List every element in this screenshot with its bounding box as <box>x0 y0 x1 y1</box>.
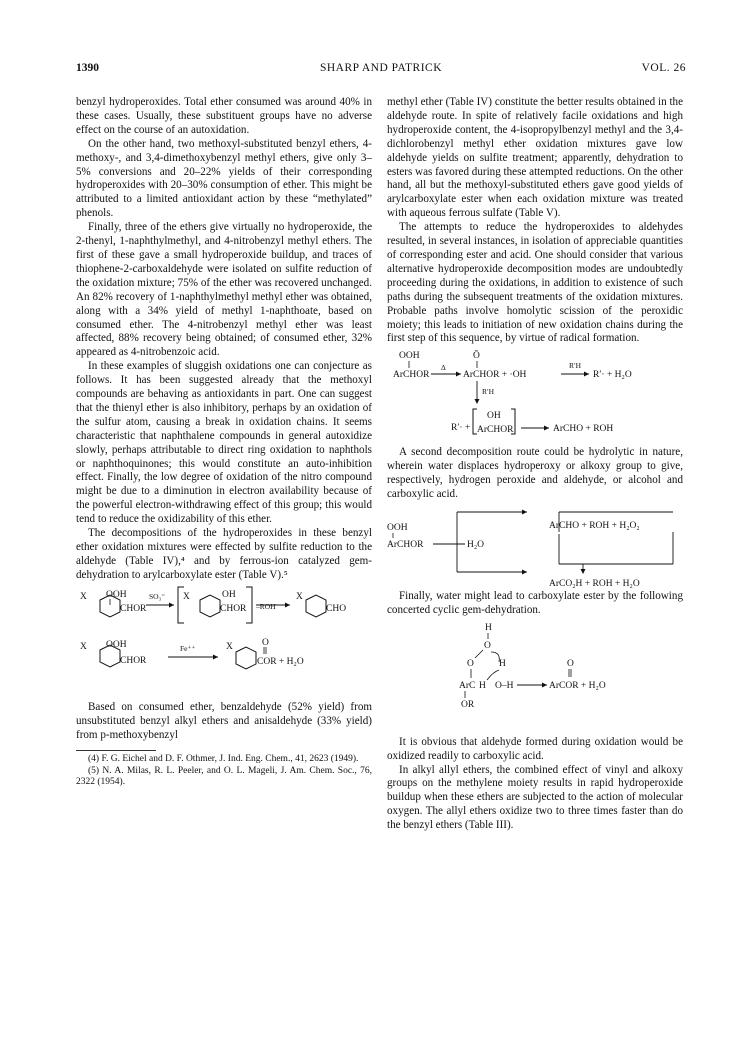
radical-product: R′· + H₂O <box>593 370 632 381</box>
oxygen-label: O <box>484 640 491 651</box>
paragraph: Finally, water might lead to carboxylate ester by the following concerted cyclic gem-dehydration. <box>387 589 683 616</box>
oxygen-label: O <box>467 658 474 669</box>
archor-label: ArCHOR <box>393 370 430 381</box>
alkoxy-label: OR <box>461 699 475 710</box>
hydrolysis-product-1: ArCHO + ROH + H₂O₂ <box>549 520 640 531</box>
paragraph: On the other hand, two methoxyl-substituted benzyl ethers, 4-methoxy-, and 3,4-dimethoxybenzyl methyl ethers, give only 3–5% conversions and 20–22% yields of their corresponding hydroperoxides with 20–30% consumption of ether. This might be attributed to a limited antioxidant action by these “methylated” phenols. <box>76 137 372 220</box>
hydrogen-label: H <box>485 622 492 633</box>
aldehyde-label: CHO <box>326 603 347 614</box>
rh-label: R′H <box>482 387 495 397</box>
heat-label: Δ <box>441 363 446 373</box>
chor-label: CHOR <box>120 655 147 666</box>
benzene-ring <box>236 647 256 669</box>
paragraph: It is obvious that aldehyde formed during oxidation would be oxidized readily to carboxylic acid. <box>387 735 683 762</box>
paragraph: methyl ether (Table IV) constitute the better results obtained in the aldehyde route. In spite of relatively facile oxidations and high hydroperoxide content, the 4-isopropylbenzyl methyl and the 3,4-dichlorobenzyl methyl ether oxidation mixtures gave low aldehyde yields on sulfite treatment; apparently, dehydration to esters was favored during these attempted reductions. On the other hand, all but the methoxyl-substituted ethers gave good yields of arylcarboxylate ester when each oxidation mixture was treated with aqueous ferrous sulfate (Table V). <box>387 96 683 220</box>
hydroxyl-label: O–H <box>495 680 514 691</box>
hydroperoxy-label: OOH <box>106 639 127 650</box>
carbonyl-oxygen: O <box>567 658 574 669</box>
cyclic-dehydration-scheme <box>387 618 683 736</box>
paragraph: The decompositions of the hydroperoxides in these benzyl ether oxidation mixtures were effected by sulfite reduction to the aldehyde (Table IV),⁴ and by ferrous-ion catalyzed gem-dehydration to arylcarboxylate ester (Table V).⁵ <box>76 527 372 581</box>
footnote-rule <box>76 750 156 751</box>
elimination-label: –ROH⁻ <box>256 601 280 611</box>
sulfite-reduction-scheme <box>76 583 372 701</box>
paragraph: Finally, three of the ethers give virtually no hydroperoxide, the 2-thenyl, 1-naphthylmethyl, and 4-nitrobenzyl methyl ethers. The first of these gave a small hydroperoxide buildup, and traces of thiophene-2-carboxaldehyde were isolated on sulfite reduction of the oxidation mixture; 75% of the ether was recovered unchanged. An 82% recovery of 1-naphthylmethyl methyl ether was obtained, along with a 34% yield of methyl 1-naphthoate, based on consumed ether. The 4-nitrobenzyl methyl ether was least affected, 88% recovery being obtained; of consumed ether, 32% appeared as 4-nitrobenzoic acid. <box>76 221 372 359</box>
substituent-label: X <box>80 641 87 652</box>
hydroxyl-label: OH <box>222 589 236 600</box>
paragraph: In alkyl allyl ethers, the combined effect of vinyl and alkoxy groups on the methylene moiety results in rapid hydroperoxide buildup when these ethers are subjected to the action of molecular oxygen. The allyl ethers oxidize two to three times faster than do the benzyl ethers (Table III). <box>387 763 683 832</box>
paragraph: The attempts to reduce the hydroperoxides to aldehydes resulted, in several instances, in isolation of appreciable quantities of corresponding ester and acid. One should consider that various alternative hydroperoxide decomposition modes are undoubtedly proceeding during the oxidations, in addition to existence of such paths during the subsequent treatments of the oxidation mixtures. Probable paths involve homolytic scission of the peroxidic moiety; this leads to initiation of new oxidation chains during the first step of this sequence, by virtue of radical formation. <box>387 221 683 345</box>
hydrogen-label: H <box>479 680 486 691</box>
aryl-carbon-label: ArC <box>459 680 476 691</box>
benzene-ring <box>200 595 220 617</box>
archor-radical-label: ArCHOR + ·OH <box>463 370 527 381</box>
paragraph: benzyl hydroperoxides. Total ether consumed was around 40% in these cases. Usually, these substituent groups have no adverse effect on the course of an autoxidation. <box>76 96 372 136</box>
radical-label: R′· + <box>451 423 471 434</box>
running-title: SHARP AND PATRICK <box>319 62 443 74</box>
homolytic-scheme <box>387 346 683 446</box>
carbonyl-oxygen: O <box>262 637 269 648</box>
volume-label: VOL. 26 <box>641 62 686 74</box>
hydroperoxy-label: OOH <box>106 589 127 600</box>
hydroperoxy-label: OOH <box>399 351 420 362</box>
hydroxyl-label: OH <box>487 411 501 422</box>
archor-label: ArCHOR <box>477 425 514 436</box>
left-column <box>76 96 372 788</box>
sulfite-reagent: SO₃⁼ <box>149 591 166 601</box>
substituent-label: X <box>226 641 233 652</box>
footnote-5: (5) N. A. Milas, R. L. Peeler, and O. L. Mageli, J. Am. Chem. Soc., 76, 2322 (1954). <box>76 765 372 787</box>
running-header <box>76 62 686 78</box>
chor-label: CHOR <box>120 603 147 614</box>
substituent-label: X <box>183 591 190 602</box>
substituent-label: X <box>80 591 87 602</box>
page-number: 1390 <box>76 62 99 74</box>
right-column <box>387 96 683 833</box>
ester-product: COR + H₂O <box>257 656 304 667</box>
hydrolysis-product-2: ArCO₂H + ROH + H₂O <box>549 578 640 589</box>
archor-label: ArCHOR <box>387 539 424 550</box>
water-label: H₂O <box>467 539 485 550</box>
rh-label: R′H <box>569 361 582 371</box>
paragraph: In these examples of sluggish oxidations one can conjecture as follows. It has been suggested already that the methoxyl compounds are behaving as antioxidants in part. One can suggest that the thienyl ether is also inhibitory, perhaps by an oxidation of the sulfur atom, causing a break in oxidation chains. It seems characteristic that naphthalene compounds in general autoxidize slowly, perhaps attributable to direct ring oxidation to naphthols or naphthoquinones; this would constitute an auto-inhibition effect. Finally, the low degree of oxidation of the nitro compound might be due to a diminution in electron availability because of the powerful electron-withdrawing effect of this group; this would tend to reduce the oxidizability of this ether. <box>76 360 372 526</box>
hydrogen-label: H <box>499 658 506 669</box>
footnote-4: (4) F. G. Eichel and D. F. Othmer, J. Ind. Eng. Chem., 41, 2623 (1949). <box>88 754 359 765</box>
ester-product: ArCOR + H₂O <box>549 680 606 691</box>
paragraph: Based on consumed ether, benzaldehyde (52% yield) from unsubstituted benzyl alkyl ethers and anisaldehyde (33% yield) from p-methoxybenzyl <box>76 700 372 741</box>
hydrolytic-scheme <box>387 502 683 590</box>
hydroperoxy-label: OOH <box>387 522 408 533</box>
paragraph: A second decomposition route could be hydrolytic in nature, wherein water displaces hydroperoxy or alkoxy group to give, respectively, hydrogen peroxide and aldehyde, or alcohol and carboxylic acid. <box>387 446 683 501</box>
substituent-label: X <box>296 591 303 602</box>
oxy-radical-label: Ō <box>473 351 480 362</box>
chor-label: CHOR <box>220 603 247 614</box>
aldehyde-product: ArCHO + ROH <box>553 424 614 435</box>
ferrous-reagent: Fe⁺⁺ <box>180 643 196 653</box>
benzene-ring <box>306 595 326 617</box>
